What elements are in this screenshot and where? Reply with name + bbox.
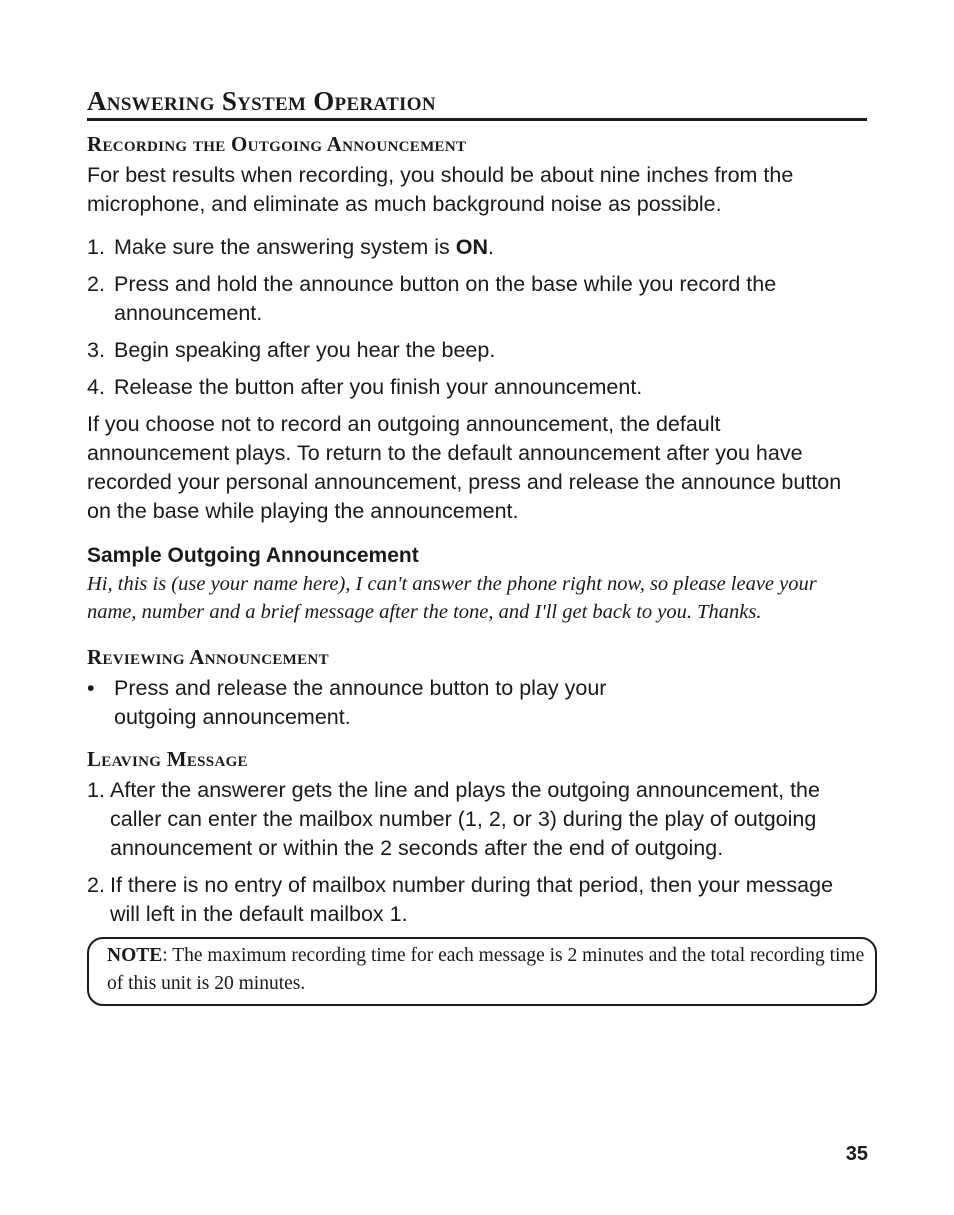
bullet-icon: • xyxy=(87,676,95,700)
step-text: Press and hold the announce button on the base while you record the announcement. xyxy=(114,272,777,325)
list-item xyxy=(87,776,867,863)
list-item xyxy=(87,373,867,402)
default-announcement-paragraph: If you choose not to record an outgoing announcement, the default announcement plays. To return to the default announcement after you have recorded your personal announcement, press and release the announce button on the base while playing the announcement. xyxy=(87,412,842,523)
list-item xyxy=(87,674,867,732)
note-label: NOTE xyxy=(107,945,163,966)
manual-page xyxy=(87,84,867,1006)
step-number: 1. xyxy=(87,235,105,259)
page-number: 35 xyxy=(845,1143,868,1165)
note-box xyxy=(87,937,877,1006)
step-text: Make sure the answering system is xyxy=(114,235,456,259)
step-number: 2. xyxy=(87,873,105,897)
bullet-text: Press and release the announce button to play your outgoing announcement. xyxy=(114,676,607,729)
step-number: 3. xyxy=(87,338,105,362)
step-text: Begin speaking after you hear the beep. xyxy=(114,338,496,362)
section-heading-recording: Recording the Outgoing Announcement xyxy=(87,132,467,156)
step-number: 1. xyxy=(87,778,105,802)
note-text: : The maximum recording time for each message is 2 minutes and the total recording time of this unit is 20 minutes. xyxy=(107,945,865,994)
section-heading-leaving: Leaving Message xyxy=(87,747,248,771)
leaving-steps xyxy=(87,776,867,929)
list-item xyxy=(87,871,867,929)
on-keyword: ON xyxy=(455,235,488,259)
list-item xyxy=(87,270,867,328)
sample-heading: Sample Outgoing Announcement xyxy=(87,544,419,567)
list-item xyxy=(87,336,867,365)
step-number: 4. xyxy=(87,375,105,399)
step-text: After the answerer gets the line and plays the outgoing announcement, the caller can enter the mailbox number (1, 2, or 3) during the play of outgoing announcement or within the 2 seconds after the end of outgoing. xyxy=(110,778,820,860)
step-text: If there is no entry of mailbox number during that period, then your message will left in the default mailbox 1. xyxy=(110,873,834,926)
section-heading-reviewing: Reviewing Announcement xyxy=(87,645,329,669)
step-text: Release the button after you finish your announcement. xyxy=(114,375,643,399)
sample-text: Hi, this is (use your name here), I can't answer the phone right now, so please leave your name, number and a brief message after the tone, and I'll get back to you. Thanks. xyxy=(87,573,817,623)
page-title: Answering System Operation xyxy=(87,84,867,121)
recording-steps xyxy=(87,233,867,402)
step-number: 2. xyxy=(87,272,105,296)
list-item: 1. Make sure the answering system is ON. xyxy=(87,233,867,262)
recording-intro: For best results when recording, you should be about nine inches from the microphone, and eliminate as much background noise as possible. xyxy=(87,163,794,216)
